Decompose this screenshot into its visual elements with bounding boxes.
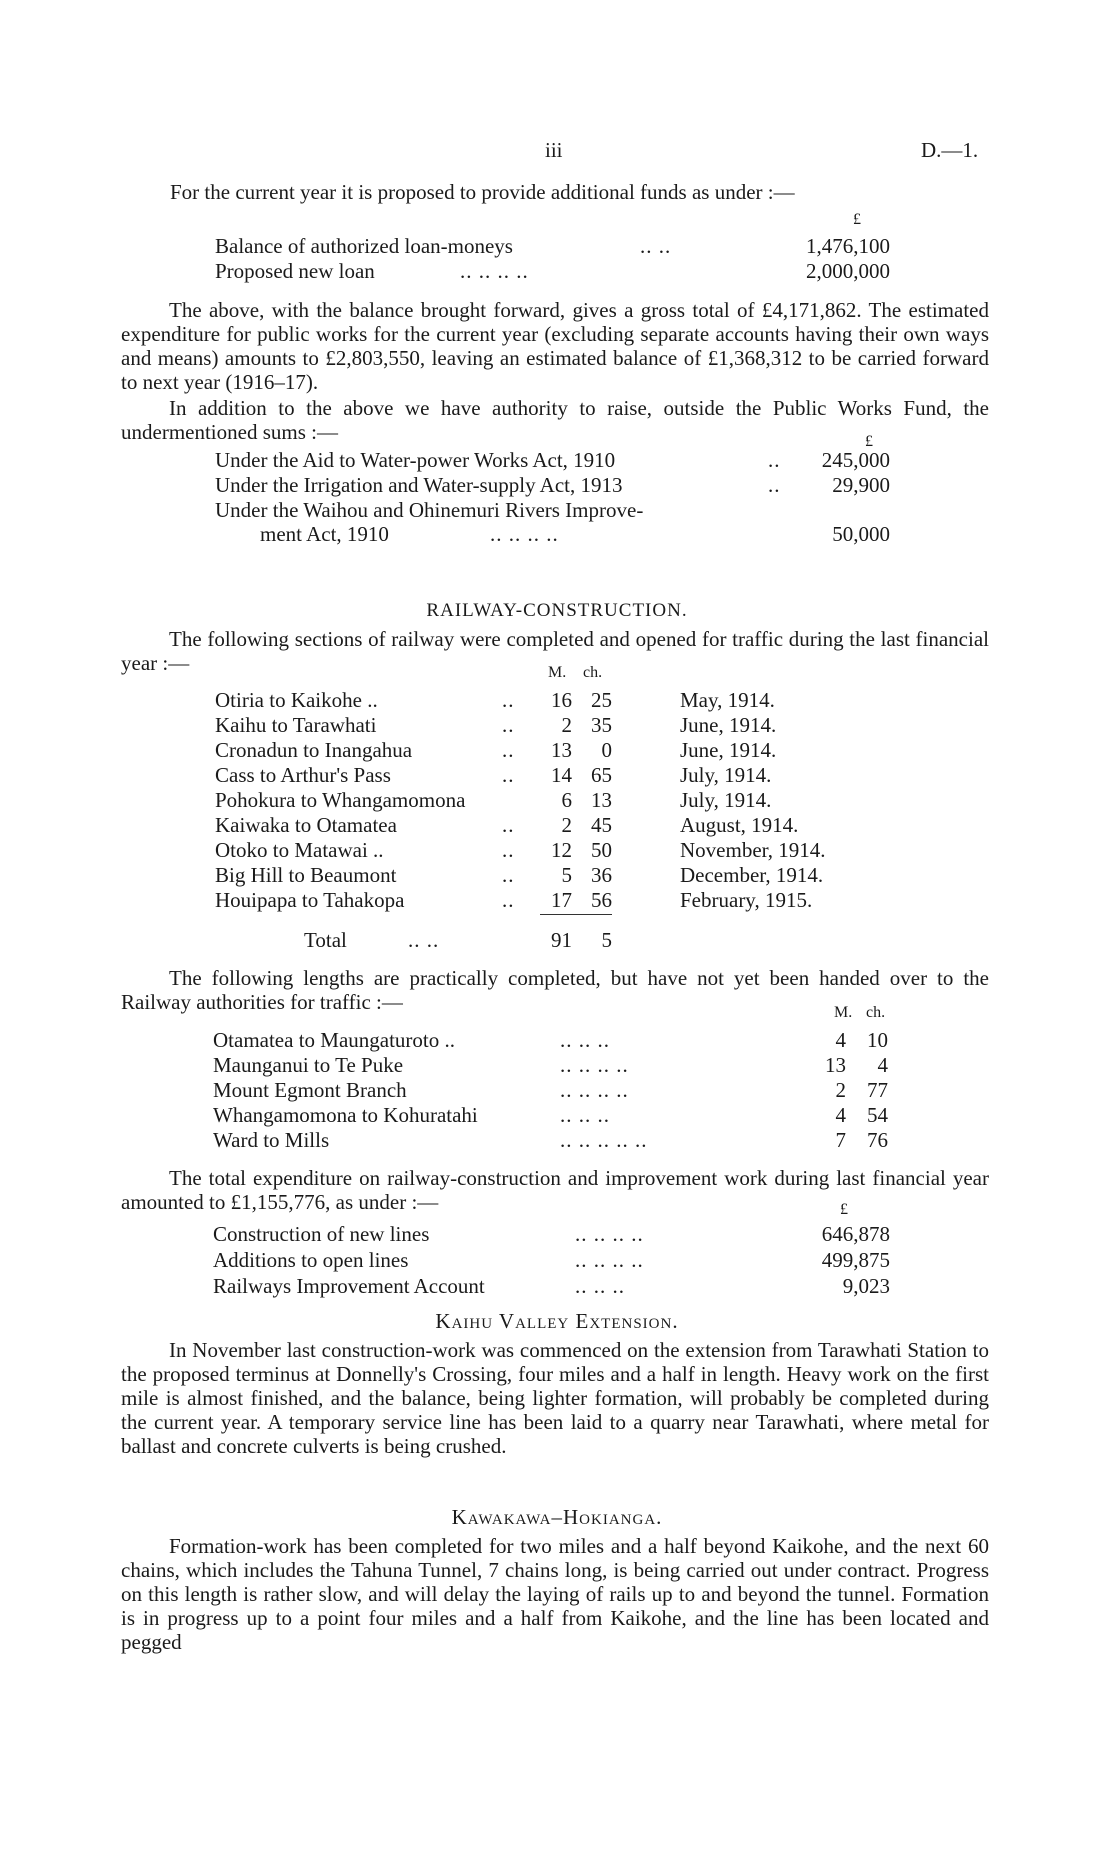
railway-construction-heading: RAILWAY-CONSTRUCTION. [426,600,688,621]
section-chains: 45 [591,813,612,837]
authority-row-dots: .. [768,473,781,497]
section-date: December, 1914. [680,863,824,887]
funds-row-amount: 1,476,100 [806,234,890,258]
kaihu-heading: Kaihu Valley Extension. [435,1309,679,1333]
section-date: June, 1914. [680,713,777,737]
pc-section-name: Whangamomona to Kohuratahi [213,1103,478,1127]
section-name: Kaiwaka to Otamatea [215,813,397,837]
col-header-m: M. [548,664,567,681]
pc-section-name: Ward to Mills [213,1128,330,1152]
funds-currency: £ [853,211,861,228]
authority-intro-block [121,396,989,444]
pc-section-name: Mount Egmont Branch [213,1078,407,1102]
pc-section-name: Maunganui to Te Puke [213,1053,404,1077]
pc-section-miles: 4 [835,1103,846,1127]
section-dots: .. [502,838,515,862]
authority-row-label: Under the Waihou and Ohinemuri Rivers Improve- [215,498,644,522]
funds-row-dots: .. .. [640,234,672,258]
section-name: Cass to Arthur's Pass [215,763,391,787]
expenditure-dots: .. .. .. .. [575,1248,644,1272]
section-date: June, 1914. [680,738,777,762]
pc-section-dots: .. .. .. .. .. [560,1128,648,1152]
section-chains: 50 [591,838,612,862]
practically-completed-intro-block [121,966,989,1014]
section-chains: 65 [591,763,612,787]
total-miles: 91 [551,928,572,952]
pc-section-miles: 2 [835,1078,846,1102]
pc-section-dots: .. .. .. [560,1103,610,1127]
authority-currency: £ [865,433,873,450]
practically-completed-intro: The following lengths are practically completed, but have not yet been handed over to the Railway authorities for traffic :— [121,966,989,1014]
kaihu-paragraph [121,1338,989,1458]
section-dots: .. [502,688,515,712]
section-name: Otoko to Matawai .. [215,838,384,862]
section-dots: .. [502,713,515,737]
section-date: February, 1915. [680,888,813,912]
section-date: May, 1914. [680,688,775,712]
authority-row-amount: 50,000 [832,522,890,546]
authority-row-amount: 29,900 [832,473,890,497]
page-number: iii [545,138,563,162]
section-chains: 35 [591,713,612,737]
section-dots: .. [502,888,515,912]
expenditure-dots: .. .. .. .. [575,1222,644,1246]
authority-row-label: Under the Irrigation and Water-supply Act, 1913 [215,473,623,497]
section-date: August, 1914. [680,813,799,837]
authority-row-amount: 245,000 [821,448,890,472]
pc-section-dots: .. .. .. .. [560,1078,629,1102]
expenditure-label: Additions to open lines [213,1248,409,1272]
section-chains: 36 [591,863,612,887]
section-name: Houipapa to Tahakopa [215,888,405,912]
funds-row-dots: .. .. .. .. [460,259,529,283]
section-miles: 2 [561,713,572,737]
expenditure-label: Railways Improvement Account [213,1274,485,1298]
section-chains: 13 [591,788,612,812]
col-header-ch: ch. [583,664,603,681]
funds-row-amount: 2,000,000 [806,259,890,283]
kawakawa-text: Formation-work has been completed for two miles and a half beyond Kaikohe, and the next 60 chains, which includes the Tahuna Tunnel, 7 chains long, is being carried out under contract. Progress on this length is rather slow, and will delay the laying of rails up to and beyond the tunnel. Formation is in progress up to a point four miles and a half from Kaikohe, and the line has been located and pegged [121,1534,989,1654]
section-date: July, 1914. [680,788,772,812]
section-dots: .. [502,738,515,762]
section-date: July, 1914. [680,763,772,787]
document-reference: D.—1. [921,138,979,162]
total-chains: 5 [601,928,612,952]
expenditure-intro: The total expenditure on railway-construction and improvement work during last financial year amounted to £1,155,776, as under :— [121,1166,989,1214]
section-name: Kaihu to Tarawhati [215,713,377,737]
section-dots: .. [502,813,515,837]
summary-paragraph [121,298,989,394]
authority-intro: In addition to the above we have authority to raise, outside the Public Works Fund, the undermentioned sums :— [121,396,989,444]
section-name: Big Hill to Beaumont [215,863,397,887]
pc-section-chains: 10 [867,1028,888,1052]
pc-section-chains: 54 [867,1103,888,1127]
kawakawa-heading: Kawakawa–Hokianga. [451,1505,663,1529]
expenditure-amount: 499,875 [821,1248,890,1272]
total-label: Total [304,928,347,952]
total-rule [540,914,612,915]
funds-row-label: Balance of authorized loan-moneys [215,234,513,258]
funds-intro: For the current year it is proposed to provide additional funds as under :— [170,180,795,204]
section-miles: 17 [551,888,572,912]
railway-intro: The following sections of railway were completed and opened for traffic during the last financial year :— [121,627,989,675]
section-chains: 25 [591,688,612,712]
section-name: Otiria to Kaikohe .. [215,688,378,712]
expenditure-amount: 9,023 [842,1274,890,1298]
pc-section-chains: 4 [877,1053,888,1077]
expenditure-intro-block [121,1166,989,1214]
section-dots: .. [502,763,515,787]
section-miles: 16 [551,688,572,712]
expenditure-label: Construction of new lines [213,1222,430,1246]
kawakawa-paragraph [121,1534,989,1654]
pc-section-name: Otamatea to Maungaturoto .. [213,1028,456,1052]
section-miles: 13 [551,738,572,762]
authority-row-dots: .. [768,448,781,472]
section-name: Pohokura to Whangamomona [215,788,466,812]
pc-section-dots: .. .. .. .. [560,1053,629,1077]
pc-section-chains: 76 [867,1128,888,1152]
authority-row-label-continued: ment Act, 1910 [260,522,389,546]
pc-section-dots: .. .. .. [560,1028,610,1052]
section-miles: 5 [561,863,572,887]
pc-section-miles: 7 [835,1128,846,1152]
pc-section-miles: 13 [825,1053,846,1077]
section-miles: 6 [561,788,572,812]
section-miles: 12 [551,838,572,862]
funds-row-label: Proposed new loan [215,259,375,283]
expenditure-dots: .. .. .. [575,1274,625,1298]
authority-row-dots: .. .. .. .. [490,522,559,546]
pc-section-miles: 4 [835,1028,846,1052]
section-chains: 0 [601,738,612,762]
section-date: November, 1914. [680,838,826,862]
pc-section-chains: 77 [867,1078,888,1102]
expenditure-currency: £ [840,1201,848,1218]
summary-text: The above, with the balance brought forward, gives a gross total of £4,171,862. The estimated expenditure for public works for the current year (excluding separate accounts having their own ways and means) amounts to £2,803,550, leaving an estimated balance of £1,368,312 to be carried forward to next year (1916–17). [121,298,989,394]
section-miles: 2 [561,813,572,837]
pc-col-header-ch: ch. [866,1004,886,1021]
pc-col-header-m: M. [834,1004,853,1021]
kaihu-text: In November last construction-work was commenced on the extension from Tarawhati Station to the proposed terminus at Donnelly's Crossing, four miles and a half in length. Heavy work on the first mile is almost finished, and the balance, being lighter formation, will probably be completed during the current year. A temporary service line has been laid to a quarry near Tarawhati, where metal for ballast and concrete culverts is being crushed. [121,1338,989,1458]
section-dots: .. [502,863,515,887]
total-dots: .. .. [408,928,440,952]
section-miles: 14 [551,763,572,787]
authority-row-label: Under the Aid to Water-power Works Act, 1910 [215,448,616,472]
section-name: Cronadun to Inangahua [215,738,413,762]
expenditure-amount: 646,878 [821,1222,890,1246]
section-chains: 56 [591,888,612,912]
